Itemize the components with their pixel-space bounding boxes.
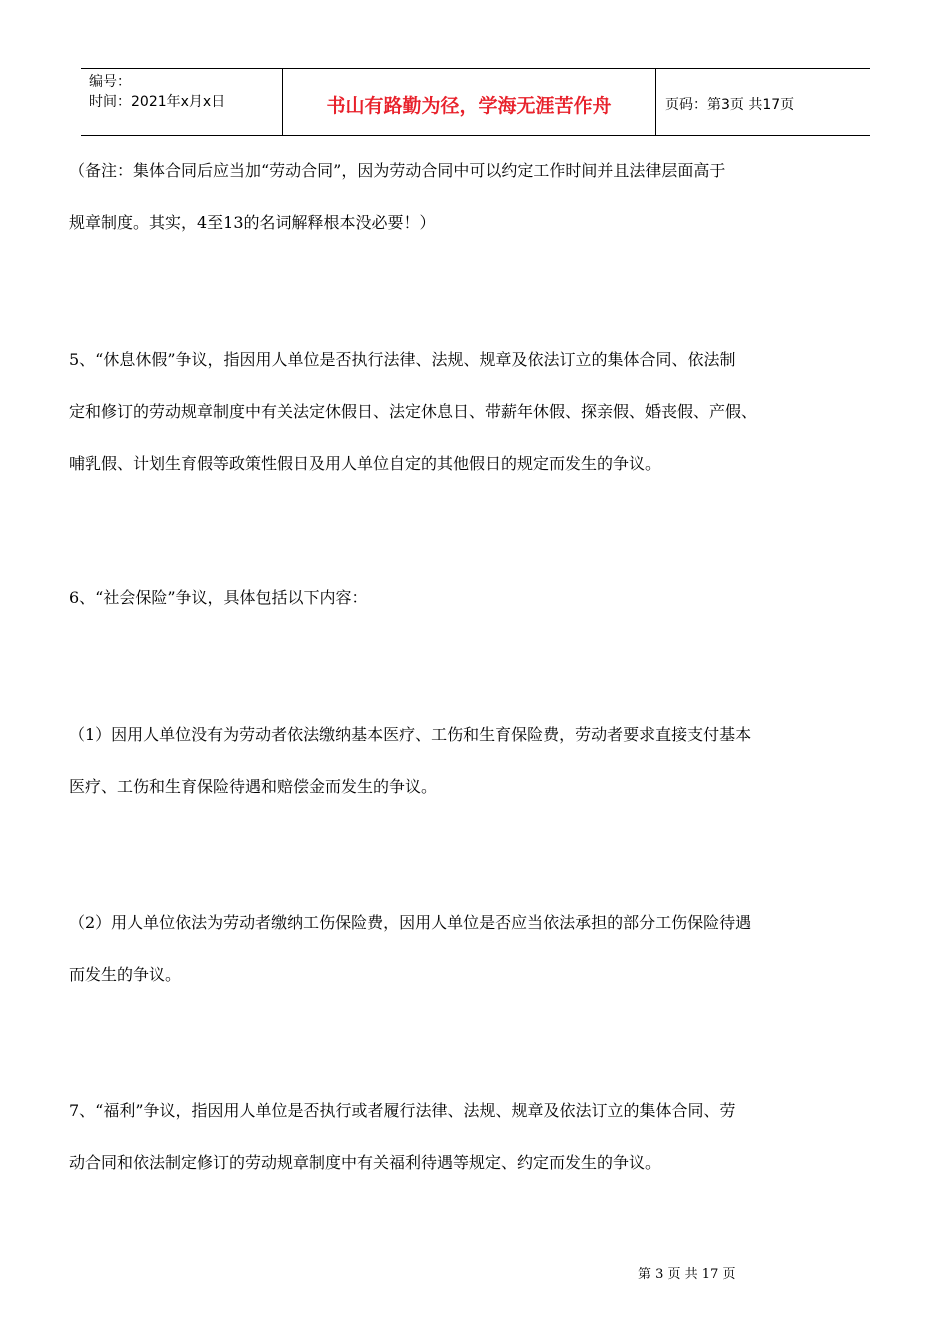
item-6-2-paragraph — [69, 897, 889, 1001]
text-line: 定和修订的劳动规章制度中有关法定休假日、法定休息日、带薪年休假、探亲假、婚丧假、产假、 — [69, 402, 758, 421]
document-header — [81, 68, 870, 136]
header-motto-cell — [282, 69, 656, 135]
text-line: （备注：集体合同后应当加“劳动合同”，因为劳动合同中可以约定工作时间并且法律层面高于 — [69, 161, 726, 180]
header-page-cell — [656, 69, 870, 135]
text-line: 医疗、工伤和生育保险待遇和赔偿金而发生的争议。 — [69, 777, 438, 796]
text-line: 规章制度。其实，4至13的名词解释根本没必要！） — [69, 213, 436, 232]
page-footer: 第 3 页 共 17 页 — [638, 1267, 736, 1282]
text-line: 7、“福利”争议，指因用人单位是否执行或者履行法律、法规、规章及依法订立的集体合同、劳 — [69, 1101, 736, 1120]
document-code-label: 编号： — [89, 74, 131, 90]
header-info-cell — [81, 69, 282, 135]
header-page-info: 页码：第3页 共17页 — [665, 97, 795, 113]
text-line: 5、“休息休假”争议，指因用人单位是否执行法律、法规、规章及依法订立的集体合同、依法制 — [69, 350, 736, 369]
text-line: （2）用人单位依法为劳动者缴纳工伤保险费，因用人单位是否应当依法承担的部分工伤保险待遇 — [69, 913, 752, 932]
document-time-label: 时间：2021年x月x日 — [89, 94, 226, 110]
item-5-paragraph — [69, 334, 889, 490]
text-line: 6、“社会保险”争议，具体包括以下内容： — [69, 588, 368, 607]
note-paragraph — [69, 145, 889, 249]
item-6-1-paragraph — [69, 709, 889, 813]
text-line: （1）因用人单位没有为劳动者依法缴纳基本医疗、工伤和生育保险费，劳动者要求直接支付基本 — [69, 725, 752, 744]
text-line: 而发生的争议。 — [69, 965, 182, 984]
text-line: 动合同和依法制定修订的劳动规章制度中有关福利待遇等规定、约定而发生的争议。 — [69, 1153, 662, 1172]
item-6-paragraph — [69, 572, 889, 624]
header-motto: 书山有路勤为径，学海无涯苦作舟 — [326, 95, 612, 117]
text-line: 哺乳假、计划生育假等政策性假日及用人单位自定的其他假日的规定而发生的争议。 — [69, 454, 662, 473]
item-7-paragraph — [69, 1085, 889, 1189]
